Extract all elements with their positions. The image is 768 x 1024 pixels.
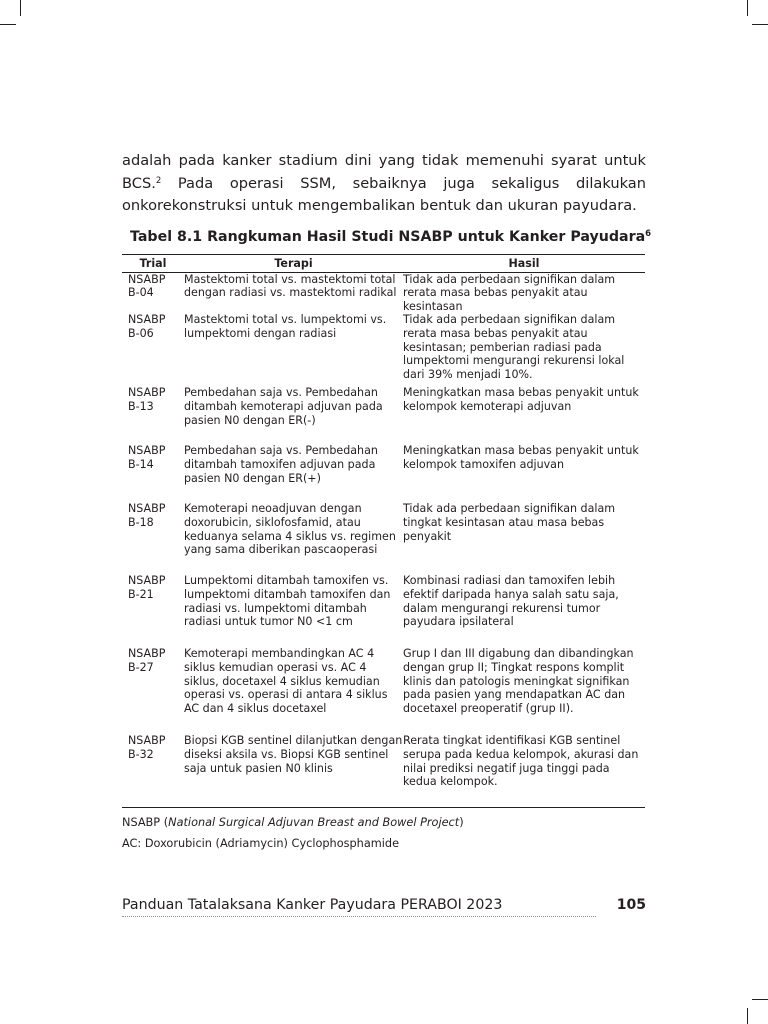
terapi-cell: Biopsi KGB sentinel dilanjutkan dengan diseksi aksila vs. Biopsi KGB sentinel saja untuk pasien N0 klinis — [184, 734, 403, 807]
note-text: NSABP ( — [122, 816, 169, 829]
terapi-cell: Kemoterapi neoadjuvan dengan doxorubicin, siklofosfamid, atau keduanya selama 4 siklus vs. regimen yang sama diberikan pascaoperasi — [184, 502, 396, 557]
table-header-row — [122, 255, 645, 273]
terapi-cell: Lumpektomi ditambah tamoxifen vs. lumpektomi ditambah tamoxifen dan radiasi vs. lumpektomi ditambah radiasi untuk tumor N0 <1 cm — [184, 574, 391, 629]
table-row — [122, 574, 645, 647]
table-row — [122, 647, 645, 734]
page-number: 105 — [616, 897, 646, 913]
trial-cell: NSABP B-14 — [128, 444, 166, 471]
nsabp-results-table — [122, 254, 645, 808]
note-ac: AC: Doxorubicin (Adriamycin) Cyclophosphamide — [122, 837, 400, 850]
table-title — [130, 229, 650, 245]
hasil-cell: Meningkatkan masa bebas penyakit untuk kelompok tamoxifen adjuvan — [403, 444, 639, 471]
terapi-cell: Kemoterapi membandingkan AC 4 siklus kemudian operasi vs. AC 4 siklus, docetaxel 4 siklus kemudian operasi vs. operasi di antara 4 siklus AC dan 4 siklus docetaxel — [184, 647, 388, 715]
hasil-cell: Meningkatkan masa bebas penyakit untuk kelompok kemoterapi adjuvan — [403, 386, 639, 413]
hasil-cell: Rerata tingkat identifikasi KGB sentinel serupa pada kedua kelompok, akurasi dan nilai prediksi negatif juga tinggi pada kedua kelompok. — [403, 734, 645, 807]
trial-cell: NSABP B-18 — [128, 502, 166, 529]
hasil-cell: Tidak ada perbedaan signifikan dalam rerata masa bebas penyakit atau kesintasan; pemberian radiasi pada lumpektomi mengurangi rekurensi lokal dari 39% menjadi 10%. — [403, 313, 625, 381]
body-text-part: Pada operasi SSM, sebaiknya juga sekaligus dilakukan onkorekonstruksi untuk mengembalikan bentuk dan ukuran payudara. — [122, 174, 646, 214]
table-row — [122, 734, 645, 807]
body-text-part: adalah pada kanker stadium dini yang tidak memenuhi syarat untuk BCS. — [122, 152, 646, 192]
header-terapi: Terapi — [184, 255, 403, 273]
hasil-cell: Grup I dan III digabung dan dibandingkan dengan grup II; Tingkat respons komplit klinis dan patologis meningkat signifikan pada pasien yang mendapatkan AC dan docetaxel preoperatif (grup II). — [403, 647, 634, 715]
table-row — [122, 502, 645, 574]
footer-title: Panduan Tatalaksana Kanker Payudara PERABOI 2023 — [122, 897, 503, 913]
trial-cell: NSABP B-06 — [128, 313, 166, 340]
trial-cell: NSABP B-04 — [128, 272, 166, 300]
footer-divider — [122, 916, 596, 917]
crop-mark — [747, 1008, 748, 1024]
table-row — [122, 386, 645, 444]
table-title-text: Tabel 8.1 Rangkuman Hasil Studi NSABP untuk Kanker Payudara — [130, 229, 646, 245]
trial-cell: NSABP B-13 — [128, 386, 166, 413]
table-row — [122, 272, 645, 313]
trial-cell: NSABP B-21 — [128, 574, 166, 601]
reference-superscript: 6 — [645, 229, 652, 239]
reference-superscript: 2 — [155, 175, 162, 186]
trial-cell: NSABP B-32 — [122, 734, 184, 807]
crop-mark — [0, 24, 16, 25]
terapi-cell: Pembedahan saja vs. Pembedahan ditambah kemoterapi adjuvan pada pasien N0 dengan ER(-) — [184, 386, 383, 427]
trial-cell: NSABP B-27 — [128, 647, 166, 674]
table-row — [122, 444, 645, 502]
terapi-cell: Mastektomi total vs. mastektomi total dengan radiasi vs. mastektomi radikal — [184, 272, 397, 300]
terapi-cell: Mastektomi total vs. lumpektomi vs. lumpektomi dengan radiasi — [184, 313, 387, 340]
note-italic-text: National Surgical Adjuvan Breast and Bowel Project — [168, 816, 460, 829]
note-text: ) — [459, 816, 464, 829]
hasil-cell: Tidak ada perbedaan signifikan dalam rerata masa bebas penyakit atau kesintasan — [403, 272, 616, 313]
crop-mark — [752, 999, 768, 1000]
body-paragraph — [122, 150, 646, 218]
header-trial: Trial — [122, 255, 184, 273]
crop-mark — [747, 0, 748, 16]
crop-mark — [752, 24, 768, 25]
table-row — [122, 313, 645, 386]
hasil-cell: Kombinasi radiasi dan tamoxifen lebih efektif daripada hanya salah satu saja, dalam mengurangi rekurensi tumor payudara ipsilateral — [403, 574, 619, 629]
hasil-cell: Tidak ada perbedaan signifikan dalam tingkat kesintasan atau masa bebas penyakit — [403, 502, 616, 543]
header-hasil: Hasil — [403, 255, 645, 273]
crop-mark — [20, 0, 21, 16]
note-nsabp — [122, 816, 464, 830]
terapi-cell: Pembedahan saja vs. Pembedahan ditambah tamoxifen adjuvan pada pasien N0 dengan ER(+) — [184, 444, 378, 485]
